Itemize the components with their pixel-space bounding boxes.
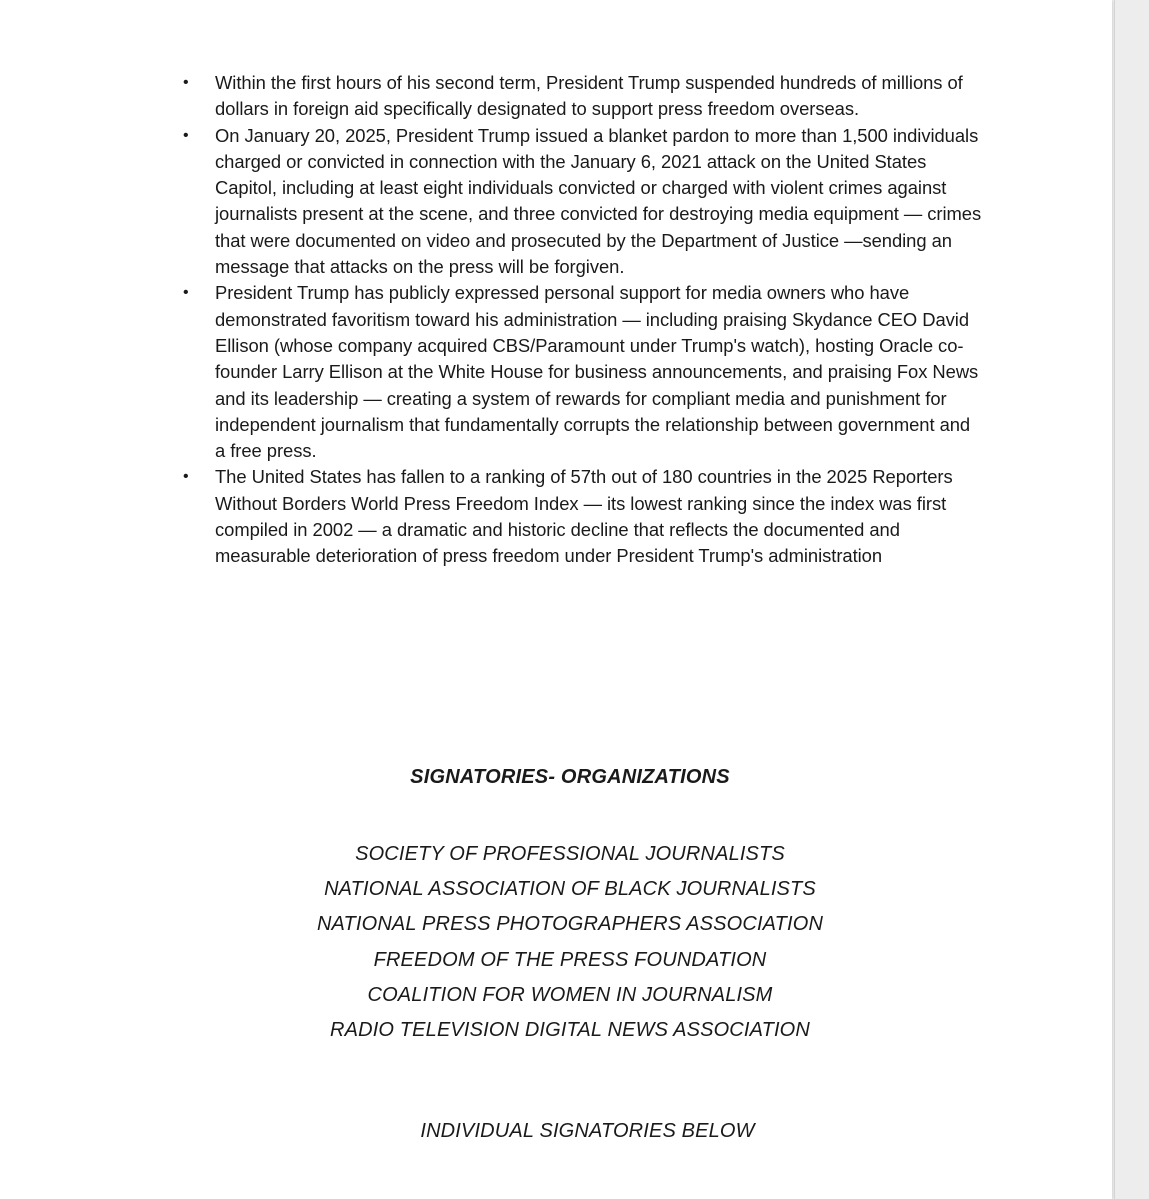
bullet-list (182, 70, 982, 570)
bullet-item (182, 464, 982, 569)
bullet-icon: • (183, 74, 189, 91)
organization-item: COALITION FOR WOMEN IN JOURNALISM (367, 983, 773, 1006)
organization-item: RADIO TELEVISION DIGITAL NEWS ASSOCIATION (330, 1019, 810, 1042)
bullet-item (182, 280, 982, 464)
bullet-text: The United States has fallen to a ranking of 57th out of 180 countries in the 2025 Reporters Without Borders World Press Freedom Index — its lowest ranking since the index was first compiled in 2002 — a dramatic and historic decline that reflects the documented and measurable deterioration of press freedom under President Trump's administration (215, 466, 953, 567)
bullet-icon: • (183, 284, 189, 302)
bullet-text: Within the first hours of his second term, President Trump suspended hundreds of millions of dollars in foreign aid specifically designated to support press freedom overseas. (215, 72, 963, 120)
organization-item: SOCIETY OF PROFESSIONAL JOURNALISTS (355, 843, 785, 865)
individual-signatories-note: INDIVIDUAL SIGNATORIES BELOW (420, 1120, 755, 1142)
signatories-heading: SIGNATORIES- ORGANIZATIONS (410, 766, 730, 788)
bullet-icon: • (183, 126, 189, 144)
organization-item: FREEDOM OF THE PRESS FOUNDATION (373, 948, 767, 971)
bullet-icon: • (183, 468, 189, 486)
bullet-item (182, 70, 982, 123)
bullet-item (182, 123, 982, 281)
organization-list (0, 837, 1140, 1048)
bullet-text: On January 20, 2025, President Trump issued a blanket pardon to more than 1,500 individuals charged or convicted in connection with the January 6, 2021 attack on the United States Capitol, including at least eight individuals convicted or charged with violent crimes against journalists present at the scene, and three convicted for destroying media equipment — crimes that were documented on video and prosecuted by the Department of Justice —sending an message that attacks on the press will be forgiven. (215, 124, 982, 278)
bullet-text: President Trump has publicly expressed personal support for media owners who have demonstrated favoritism toward his administration — including praising Skydance CEO David Ellison (whose company acquired CBS/Paramount under Trump's watch), hosting Oracle co-founder Larry Ellison at the White House for business announcements, and praising Fox News and its leadership — creating a system of rewards for compliant media and punishment for independent journalism that fundamentally corrupts the relationship between government and a free press. (215, 282, 979, 462)
organization-item: NATIONAL PRESS PHOTOGRAPHERS ASSOCIATION (316, 913, 824, 936)
scroll-gutter[interactable] (1114, 0, 1149, 1199)
organization-item: NATIONAL ASSOCIATION OF BLACK JOURNALISTS (324, 878, 816, 901)
